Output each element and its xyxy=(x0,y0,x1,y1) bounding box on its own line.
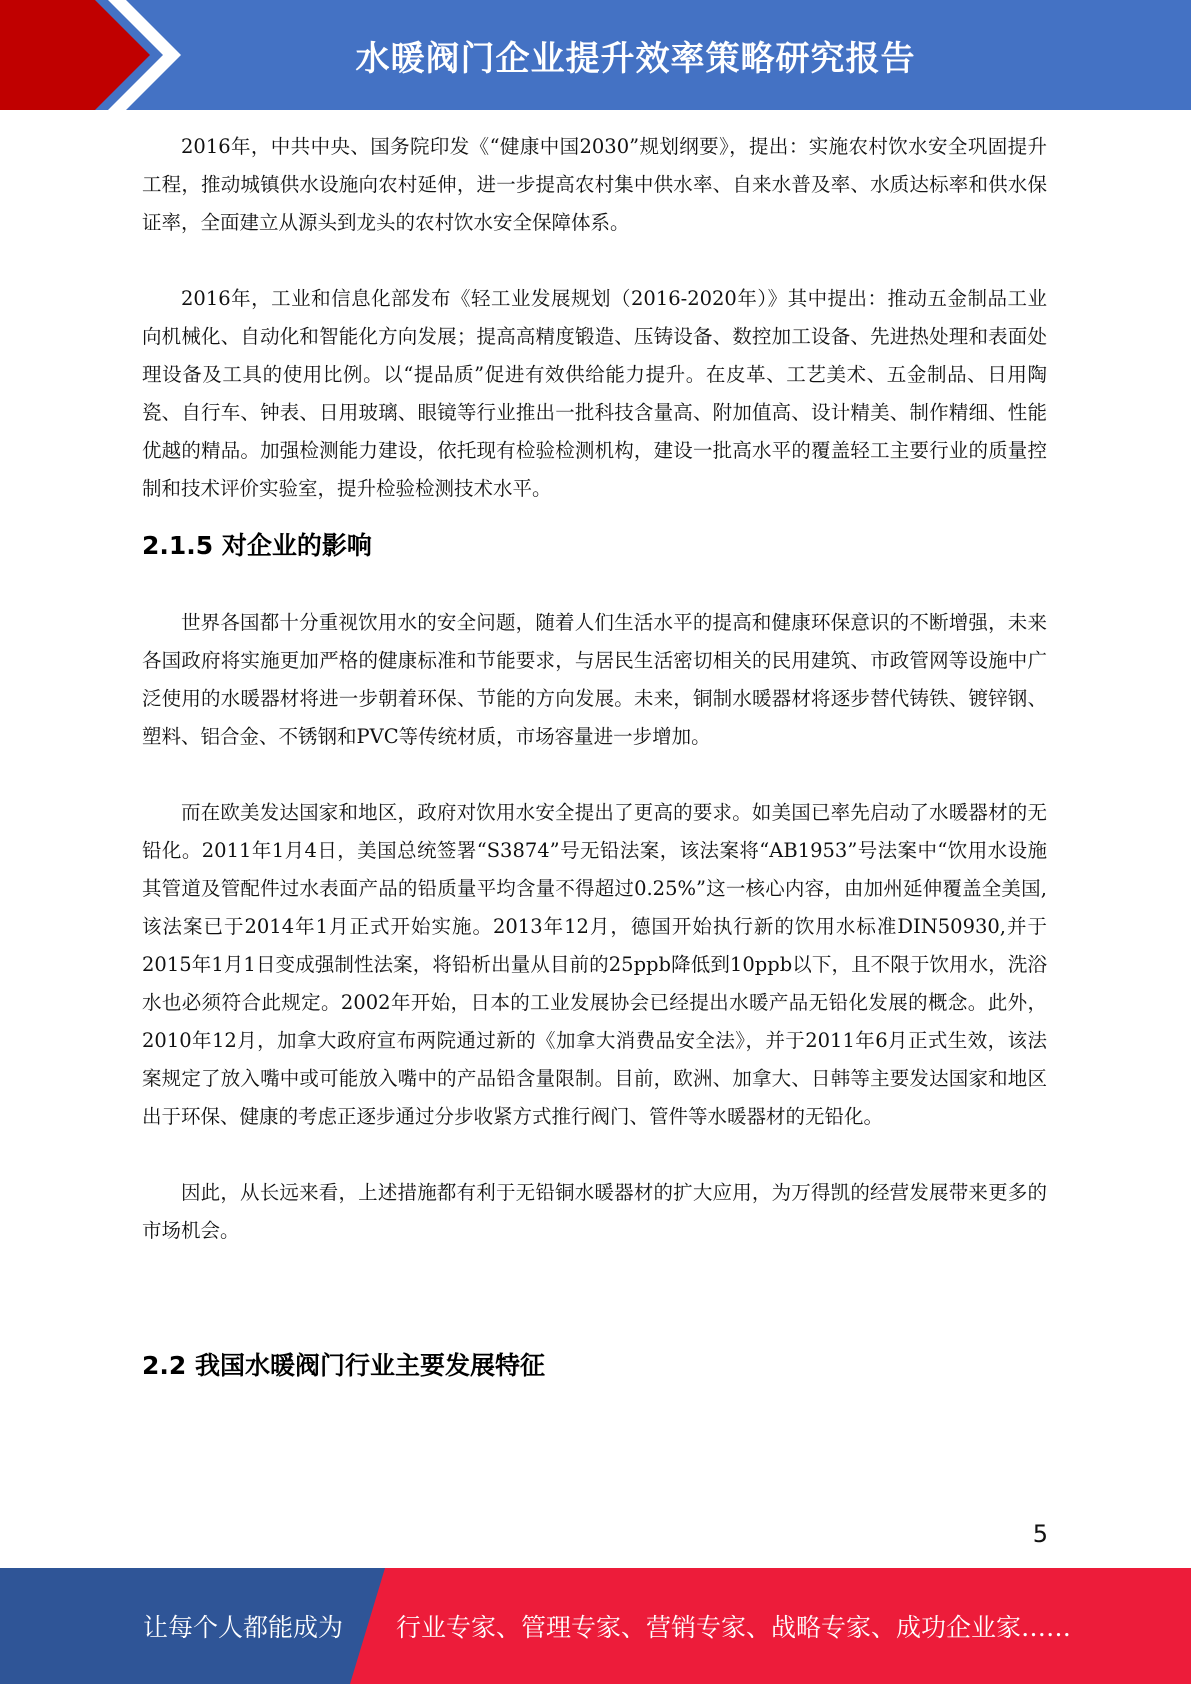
page-content xyxy=(142,128,1047,1384)
page-footer xyxy=(0,1568,1191,1684)
paragraph-lead-free-regulations: 而在欧美发达国家和地区，政府对饮用水安全提出了更高的要求。如美国已率先启动了水暖器材的无铅化。2011年1月4日，美国总统签署“S3874”号无铅法案，该法案将“AB1953”号法案中“饮用水设施其管道及管配件过水表面产品的铅质量平均含量不得超过0.25%”这一核心内容，由加州延伸覆盖全美国,该法案已于2014年1月正式开始实施。2013年12月，德国开始执行新的饮用水标准DIN50930,并于2015年1月1日变成强制性法案，将铅析出量从目前的25ppb降低到10ppb以下，且不限于饮用水，洗浴水也必须符合此规定。2002年开始，日本的工业发展协会已经提出水暖产品无铅化发展的概念。此外，2010年12月，加拿大政府宣布两院通过新的《加拿大消费品安全法》，并于2011年6月正式生效，该法案规定了放入嘴中或可能放入嘴中的产品铅含量限制。目前，欧洲、加拿大、日韩等主要发达国家和地区出于环保、健康的考虑正逐步通过分步收紧方式推行阀门、管件等水暖器材的无铅化。 xyxy=(142,801,1047,1128)
page-header xyxy=(0,0,1191,110)
section-heading-impact: 2.1.5 对企业的影响 xyxy=(142,531,372,560)
page-number: 5 xyxy=(1032,1520,1048,1548)
paragraph-global-drinking-water: 世界各国都十分重视饮用水的安全问题，随着人们生活水平的提高和健康环保意识的不断增强，未来各国政府将实施更加严格的健康标准和节能要求，与居民生活密切相关的民用建筑、市政管网等设施中广泛使用的水暖器材将进一步朝着环保、节能的方向发展。未来，铜制水暖器材将逐步替代铸铁、镀锌钢、塑料、铝合金、不锈钢和PVC等传统材质，市场容量进一步增加。 xyxy=(142,611,1047,748)
paragraph-health-china-2030: 2016年，中共中央、国务院印发《“健康中国2030”规划纲要》，提出：实施农村饮水安全巩固提升工程，推动城镇供水设施向农村延伸，进一步提高农村集中供水率、自来水普及率、水质达标率和供水保证率，全面建立从源头到龙头的农村饮水安全保障体系。 xyxy=(142,135,1047,234)
paragraph-conclusion: 因此，从长远来看，上述措施都有利于无铅铜水暖器材的扩大应用，为万得凯的经营发展带来更多的市场机会。 xyxy=(142,1181,1047,1242)
report-title: 水暖阀门企业提升效率策略研究报告 xyxy=(355,38,916,79)
paragraph-light-industry-plan: 2016年，工业和信息化部发布《轻工业发展规划（2016-2020年）》其中提出：推动五金制品工业向机械化、自动化和智能化方向发展；提高高精度锻造、压铸设备、数控加工设备、先进热处理和表面处理设备及工具的使用比例。以“提品质”促进有效供给能力提升。在皮革、工艺美术、五金制品、日用陶瓷、自行车、钟表、日用玻璃、眼镜等行业推出一批科技含量高、附加值高、设计精美、制作精细、性能优越的精品。加强检测能力建设，依托现有检验检测机构，建设一批高水平的覆盖轻工主要行业的质量控制和技术评价实验室，提升检验检测技术水平。 xyxy=(142,287,1047,500)
footer-slogan-right: 行业专家、管理专家、营销专家、战略专家、成功企业家…… xyxy=(396,1613,1072,1642)
section-heading-industry-features: 2.2 我国水暖阀门行业主要发展特征 xyxy=(142,1351,545,1380)
footer-slogan-left: 让每个人都能成为 xyxy=(143,1613,344,1642)
